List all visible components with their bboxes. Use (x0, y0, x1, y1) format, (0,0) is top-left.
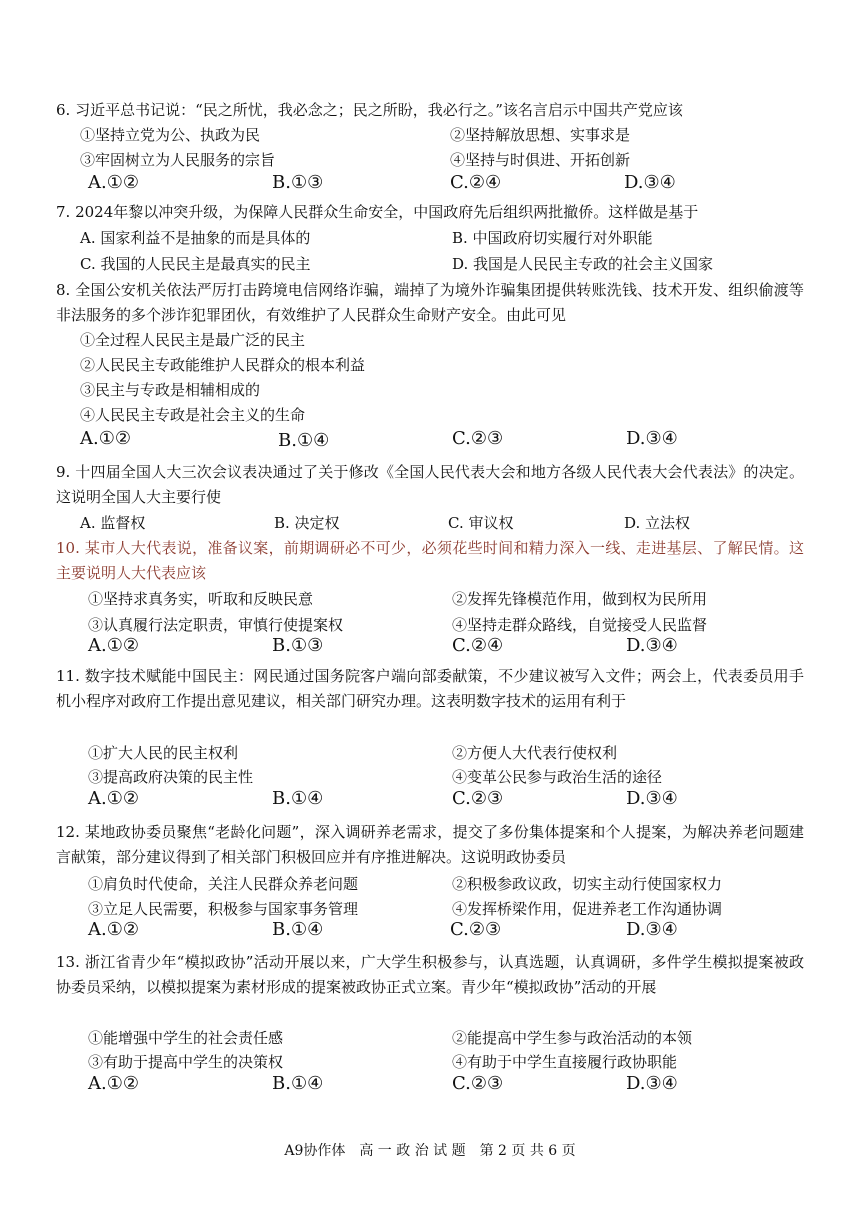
choice-b: B.①④ (272, 919, 324, 940)
choice-b: B.①③ (272, 635, 324, 656)
option-d: D. 立法权 (624, 514, 691, 532)
choice-b: B.①③ (272, 172, 324, 193)
statement-2: ②坚持解放思想、实事求是 (450, 126, 631, 144)
statement-3: ③立足人民需要，积极参与国家事务管理 (88, 900, 359, 918)
question-stem: 13. 浙江省青少年“模拟政协”活动开展以来，广大学生积极参与，认真选题，认真调研，多件学生模拟提案被政协委员采纳，以模拟提案为素材形成的提案被政协正式立案。青少年“模拟政协”活动的开展 (56, 953, 804, 996)
statement-4: ④发挥桥梁作用，促进养老工作沟通协调 (452, 900, 723, 918)
choice-c: C.②③ (452, 428, 504, 449)
choice-d: D.③④ (626, 1073, 678, 1094)
choice-b: B.①④ (272, 1073, 324, 1094)
statement-3: ③认真履行法定职责，审慎行使提案权 (88, 616, 344, 634)
statement-3: ③民主与专政是相辅相成的 (80, 381, 261, 399)
choice-a: A.①② (88, 919, 139, 940)
statement-2: ②积极参政议政，切实主动行使国家权力 (452, 875, 723, 893)
choice-b: B.①④ (278, 430, 330, 451)
option-c: C. 审议权 (448, 514, 514, 532)
question-stem: 6. 习近平总书记说：“民之所忧，我必念之；民之所盼，我必行之。”该名言启示中国共产党应该 (56, 101, 683, 119)
choice-a: A.①② (88, 172, 139, 193)
choice-c: C.②④ (452, 635, 504, 656)
choice-c: C.②③ (450, 919, 502, 940)
choice-a: A.①② (88, 788, 139, 809)
option-a: A. 监督权 (80, 514, 146, 532)
question-stem: 12. 某地政协委员聚焦“老龄化问题”，深入调研养老需求，提交了多份集体提案和个人提案，为解决养老问题建言献策，部分建议得到了相关部门积极回应并有序推进解决。这说明政协委员 (56, 823, 804, 866)
choice-d: D.③④ (624, 172, 676, 193)
choice-c: C.②③ (452, 1073, 504, 1094)
statement-4: ④人民民主专政是社会主义的生命 (80, 406, 306, 424)
choice-a: A.①② (80, 428, 131, 449)
statement-2: ②发挥先锋模范作用，做到权为民所用 (452, 590, 708, 608)
choice-d: D.③④ (626, 428, 678, 449)
question-stem: 11. 数字技术赋能中国民主：网民通过国务院客户端向部委献策，不少建议被写入文件；两会上，代表委员用手机小程序对政府工作提出意见建议，相关部门研究办理。这表明数字技术的运用有利于 (56, 667, 804, 710)
statement-2: ②能提高中学生参与政治活动的本领 (452, 1029, 693, 1047)
option-d: D. 我国是人民民主专政的社会主义国家 (452, 255, 714, 273)
statement-1: ①肩负时代使命，关注人民群众养老问题 (88, 875, 359, 893)
statement-1: ①全过程人民民主是最广泛的民主 (80, 331, 306, 349)
statement-4: ④变革公民参与政治生活的途径 (452, 768, 663, 786)
choice-c: C.②④ (450, 172, 502, 193)
statement-1: ①坚持立党为公、执政为民 (80, 126, 261, 144)
option-a: A. 国家利益不是抽象的而是具体的 (80, 229, 311, 247)
choice-a: A.①② (88, 1073, 139, 1094)
statement-1: ①扩大人民的民主权利 (88, 744, 239, 762)
statement-2: ②方便人大代表行使权利 (452, 744, 618, 762)
question-stem: 10. 某市人大代表说，准备议案，前期调研必不可少，必须花些时间和精力深入一线、走进基层、了解民情。这主要说明人大代表应该 (56, 539, 804, 582)
question-stem: 7. 2024年黎以冲突升级，为保障人民群众生命安全，中国政府先后组织两批撤侨。这样做是基于 (56, 203, 699, 221)
choice-d: D.③④ (626, 788, 678, 809)
page-footer: A9协作体 高 一 政 治 试 题 第 2 页 共 6 页 (284, 1143, 576, 1159)
choice-b: B.①④ (272, 788, 324, 809)
statement-3: ③有助于提高中学生的决策权 (88, 1053, 284, 1071)
statement-2: ②人民民主专政能维护人民群众的根本利益 (80, 356, 366, 374)
option-b: B. 决定权 (274, 514, 340, 532)
choice-d: D.③④ (626, 919, 678, 940)
choice-a: A.①② (88, 635, 139, 656)
choice-d: D.③④ (626, 635, 678, 656)
statement-4: ④坚持走群众路线，自觉接受人民监督 (452, 616, 708, 634)
question-stem: 9. 十四届全国人大三次会议表决通过了关于修改《全国人民代表大会和地方各级人民代表大会代表法》的决定。这说明全国人大主要行使 (56, 463, 804, 506)
option-b: B. 中国政府切实履行对外职能 (452, 229, 653, 247)
choice-c: C.②③ (452, 788, 504, 809)
statement-3: ③牢固树立为人民服务的宗旨 (80, 151, 276, 169)
option-c: C. 我国的人民民主是最真实的民主 (80, 255, 311, 273)
statement-1: ①坚持求真务实，听取和反映民意 (88, 590, 314, 608)
question-stem: 8. 全国公安机关依法严厉打击跨境电信网络诈骗，端掉了为境外诈骗集团提供转账洗钱、技术开发、组织偷渡等非法服务的多个涉诈犯罪团伙，有效维护了人民群众生命财产安全。由此可见 (56, 281, 804, 324)
statement-4: ④坚持与时俱进、开拓创新 (450, 151, 631, 169)
statement-3: ③提高政府决策的民主性 (88, 768, 254, 786)
statement-4: ④有助于中学生直接履行政协职能 (452, 1053, 678, 1071)
statement-1: ①能增强中学生的社会责任感 (88, 1029, 284, 1047)
